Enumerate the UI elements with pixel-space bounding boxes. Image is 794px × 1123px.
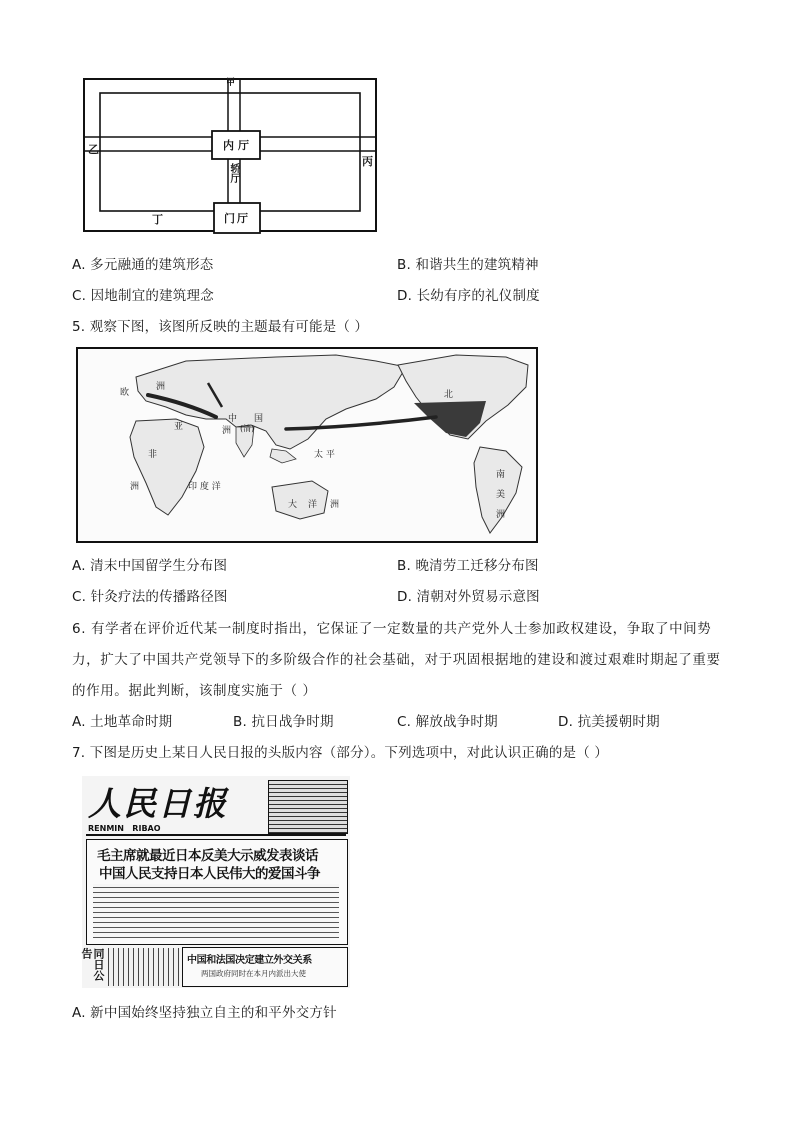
- q7-option-a[interactable]: A. 新中国始终坚持独立自主的和平外交方针: [72, 1005, 337, 1021]
- world-map: [76, 347, 538, 543]
- q5-stem: 5. 观察下图，该图所反映的主题最有可能是（ ）: [72, 319, 369, 335]
- map-label-asia-1: 亚: [174, 422, 184, 432]
- gate-hall-label: 门厅: [224, 212, 250, 225]
- label-bottom: 丁: [152, 213, 163, 226]
- divider-line: [86, 834, 346, 836]
- q4-option-a[interactable]: A. 多元融通的建筑形态: [72, 257, 214, 273]
- q5-option-c[interactable]: C. 针灸疗法的传播路径图: [72, 589, 228, 605]
- label-right: 丙: [362, 155, 373, 168]
- newspaper-pinyin: RENMIN RIBAO: [88, 824, 161, 833]
- newspaper-info-block: [268, 780, 348, 834]
- map-label-europe-2: 洲: [156, 382, 166, 392]
- lower-left-text: [108, 948, 180, 986]
- q7-stem: 7. 下图是历史上某日人民日报的头版内容（部分）。下列选项中，对此认识正确的是（ ）: [72, 745, 609, 761]
- map-label-qing: (清): [240, 424, 255, 433]
- q4-option-d[interactable]: D. 长幼有序的礼仪制度: [397, 288, 540, 304]
- newspaper-masthead: 人民日报: [88, 784, 228, 823]
- map-label-africa-1: 非: [148, 450, 158, 460]
- headline-body-text: [93, 884, 339, 938]
- q6-option-b[interactable]: B. 抗日战争时期: [233, 714, 334, 730]
- sub-headline: 中国和法国决定建立外交关系: [187, 955, 312, 966]
- map-label-africa-2: 洲: [130, 482, 140, 492]
- map-label-north-america: 北: [444, 390, 454, 400]
- map-label-china-1: 中: [228, 414, 238, 424]
- side-vertical-title: 同日公告: [80, 948, 105, 981]
- q6-stem: 6. 有学者在评价近代某一制度时指出，它保证了一定数量的共产党外人士参加政权建设，争取了中间势力，扩大了中国共产党领导下的多阶级合作的社会基础，对于巩固根据地的建设和渡过艰难时期起了重要的作用。据此判断，该制度实施于（ ）: [72, 621, 721, 699]
- q6-option-c[interactable]: C. 解放战争时期: [397, 714, 498, 730]
- sub-caption: 两国政府同时在本月内派出大使: [201, 969, 306, 978]
- q4-option-b[interactable]: B. 和谐共生的建筑精神: [397, 257, 539, 273]
- headline-2: 中国人民支持日本人民伟大的爱国斗争: [99, 866, 320, 882]
- q4-option-c[interactable]: C. 因地制宜的建筑理念: [72, 288, 214, 304]
- map-label-south-america-3: 洲: [496, 510, 506, 520]
- courtyard-layout-diagram: [80, 75, 380, 235]
- q5-option-a[interactable]: A. 清末中国留学生分布图: [72, 558, 228, 574]
- inner-hall-label: 内厅: [223, 139, 253, 152]
- headline-1: 毛主席就最近日本反美大示威发表谈话: [97, 848, 318, 864]
- map-label-pacific: 太 平: [314, 450, 335, 460]
- headline-box: [86, 839, 348, 945]
- map-label-oceania-2: 洋: [308, 500, 318, 510]
- map-label-europe-1: 欧: [120, 388, 130, 398]
- map-label-oceania-3: 洲: [330, 500, 340, 510]
- map-label-china-2: 国: [254, 414, 264, 424]
- map-label-asia-2: 洲: [222, 426, 232, 436]
- map-label-south-america-2: 美: [496, 490, 506, 500]
- label-left: 乙: [88, 143, 99, 156]
- map-label-south-america-1: 南: [496, 470, 506, 480]
- q5-option-b[interactable]: B. 晚清劳工迁移分布图: [397, 558, 539, 574]
- corridor-hall-label: 轿厅: [228, 163, 239, 183]
- map-label-indian-ocean: 印 度 洋: [188, 482, 221, 492]
- q6-option-a[interactable]: A. 土地革命时期: [72, 714, 173, 730]
- q6-option-d[interactable]: D. 抗美援朝时期: [558, 714, 660, 730]
- sub-headline-box: [182, 947, 348, 987]
- map-label-oceania-1: 大: [288, 500, 298, 510]
- newspaper-front-page: [82, 776, 350, 988]
- label-top: 甲: [226, 78, 236, 88]
- q5-option-d[interactable]: D. 清朝对外贸易示意图: [397, 589, 540, 605]
